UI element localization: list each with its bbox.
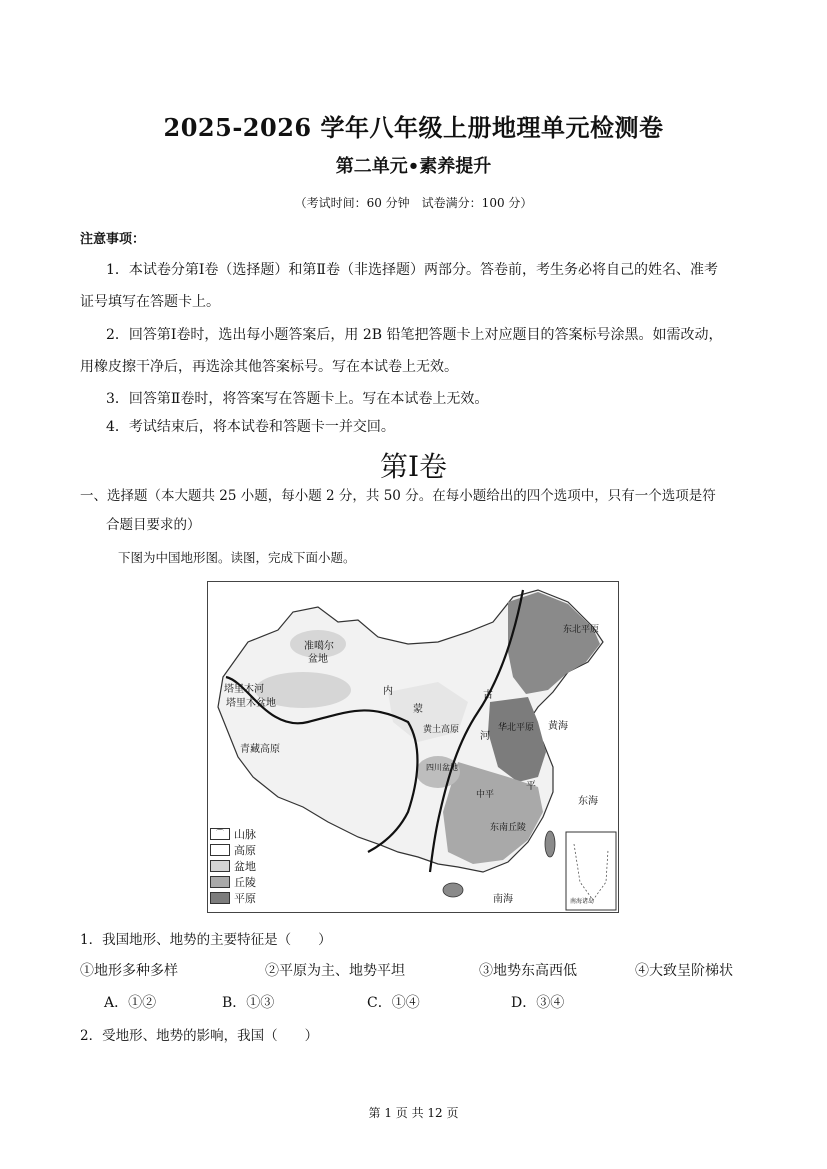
notes-title: 注意事项： bbox=[80, 232, 146, 247]
map-label-yellow-sea: 黄海 bbox=[548, 721, 568, 732]
map-label-sichuan: 四川盆地 bbox=[426, 763, 458, 772]
page-subtitle: 第二单元•素养提升 bbox=[335, 156, 492, 177]
map-label-junggar: 准噶尔 bbox=[304, 641, 334, 652]
map-label-tibet: 青藏高原 bbox=[240, 744, 280, 755]
legend-item: 高原 bbox=[210, 842, 270, 858]
option-a[interactable]: A．①② bbox=[104, 995, 157, 1011]
question-1-stem: 1．我国地形、地势的主要特征是（ ） bbox=[80, 932, 332, 948]
map-label-nanhai-box: 南海诸岛 bbox=[570, 898, 595, 905]
note-line: 3．回答第Ⅱ卷时，将答案写在答题卡上。写在本试卷上无效。 bbox=[106, 391, 489, 407]
map-legend bbox=[210, 826, 270, 906]
hill-swatch bbox=[210, 876, 230, 888]
page-title: 2025-2026 学年八年级上册地理单元检测卷 bbox=[163, 113, 664, 142]
legend-item: 盆地 bbox=[210, 858, 270, 874]
map-label-tarim-basin: 塔里木盆地 bbox=[226, 698, 276, 709]
map-label-junggar-basin: 盆地 bbox=[308, 654, 328, 665]
note-line: 用橡皮擦干净后，再选涂其他答案标号。写在本试卷上无效。 bbox=[80, 359, 458, 375]
option-c[interactable]: C．①④ bbox=[367, 995, 420, 1011]
statement-4: ④大致呈阶梯状 bbox=[635, 963, 733, 979]
map-label-south-sea: 南海 bbox=[493, 894, 513, 905]
note-line: 4．考试结束后，将本试卷和答题卡一并交回。 bbox=[106, 419, 395, 435]
question-intro: 下图为中国地形图。读图，完成下面小题。 bbox=[118, 550, 356, 565]
map-label-loess: 黄土高原 bbox=[423, 725, 460, 735]
note-line: 2．回答第Ⅰ卷时，选出每小题答案后，用 2B 铅笔把答题卡上对应题目的答案标号涂黑。如需改动， bbox=[106, 327, 723, 343]
option-d[interactable]: D．③④ bbox=[511, 995, 565, 1011]
part-instruction: 一、选择题（本大题共 25 小题，每小题 2 分，共 50 分。在每小题给出的四个选项中，只有一个选项是符 bbox=[80, 488, 716, 504]
note-line: 1．本试卷分第Ⅰ卷（选择题）和第Ⅱ卷（非选择题）两部分。答卷前，考生务必将自己的姓名、准考 bbox=[106, 262, 718, 278]
legend-item: 丘陵 bbox=[210, 874, 270, 890]
map-label-plain-mid: 中平 bbox=[476, 790, 495, 800]
mountain-icon: ⌒ bbox=[210, 828, 230, 840]
map-label-tarim-river: 塔里木河 bbox=[224, 684, 264, 695]
map-label-river: 河 bbox=[480, 731, 490, 742]
plateau-swatch bbox=[210, 844, 230, 856]
statement-2: ②平原为主、地势平坦 bbox=[265, 963, 405, 979]
basin-swatch bbox=[210, 860, 230, 872]
map-label-inner3: 古 bbox=[483, 690, 493, 701]
page-footer: 第 1 页 共 12 页 bbox=[368, 1106, 459, 1120]
legend-item: 平原 bbox=[210, 890, 270, 906]
map-label-northchina: 华北平原 bbox=[498, 723, 535, 733]
map-label-inner2: 蒙 bbox=[413, 704, 423, 715]
exam-meta: （考试时间：60 分钟 试卷满分：100 分） bbox=[294, 196, 533, 210]
section-title: 第Ⅰ卷 bbox=[379, 450, 448, 483]
note-line: 证号填写在答题卡上。 bbox=[80, 294, 220, 310]
statement-3: ③地势东高西低 bbox=[479, 963, 577, 979]
map-label-east-sea: 东海 bbox=[578, 796, 598, 807]
question-2-stem: 2．受地形、地势的影响，我国（ ） bbox=[80, 1028, 319, 1044]
map-label-plain-east: 平 bbox=[526, 781, 536, 792]
part-instruction-cont: 合题目要求的） bbox=[106, 517, 201, 533]
map-label-hill: 东南丘陵 bbox=[490, 823, 527, 833]
map-label-northeast: 东北平原 bbox=[563, 625, 600, 635]
statement-1: ①地形多种多样 bbox=[80, 963, 178, 979]
legend-item: ⌒ 山脉 bbox=[210, 826, 270, 842]
plain-swatch bbox=[210, 892, 230, 904]
china-terrain-map bbox=[207, 581, 619, 913]
map-label-inner1: 内 bbox=[383, 686, 393, 697]
option-b[interactable]: B．①③ bbox=[222, 995, 275, 1011]
